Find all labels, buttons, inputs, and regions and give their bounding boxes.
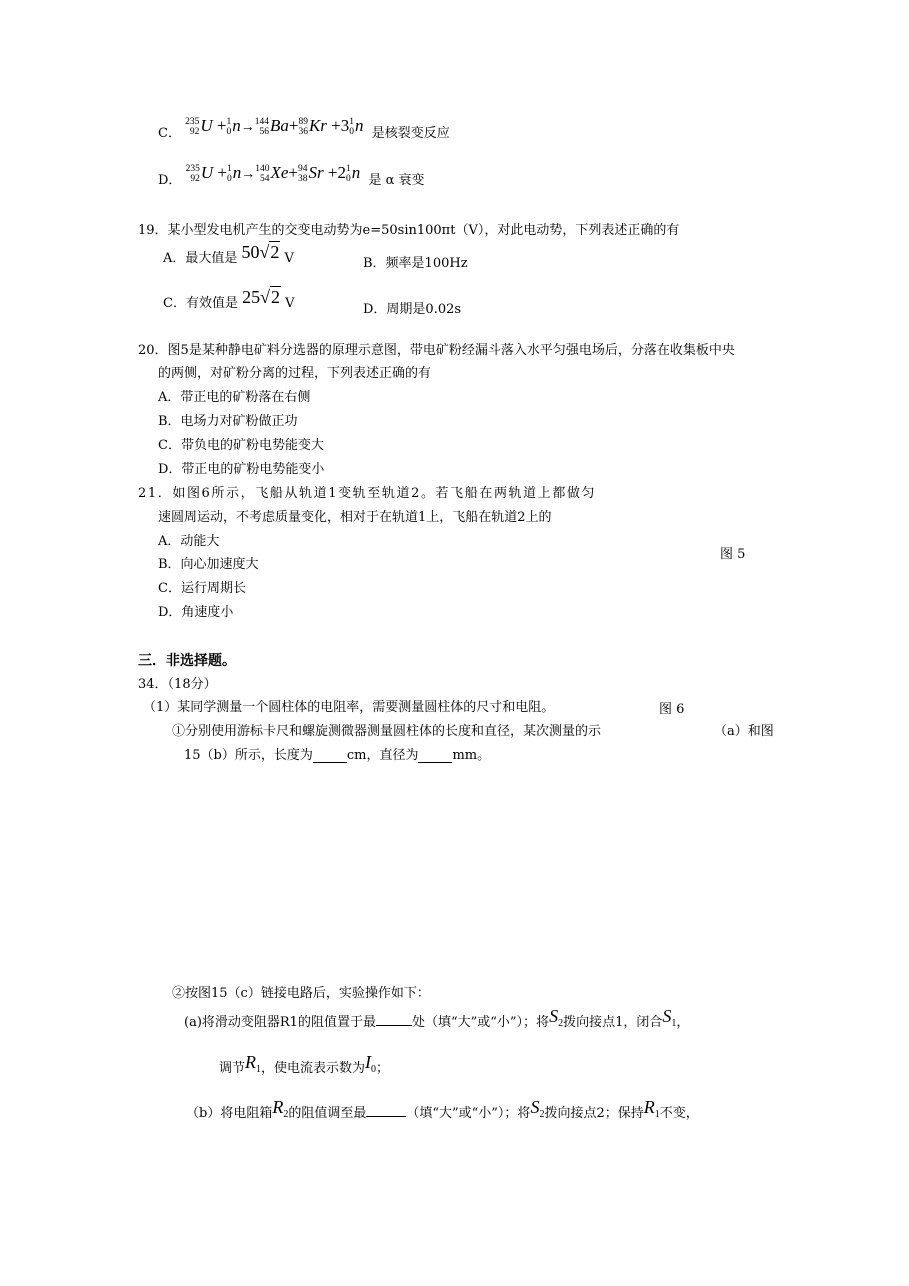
q20-option-a: A．带正电的矿粉落在右侧	[158, 390, 311, 405]
fission-equation: 235 92 U + 1 0 n→ 144 56 Ba+ 89 36 Kr +3 1 0 n	[185, 116, 364, 138]
q34-part1b: 15（b）所示，长度为 cm，直径为 mm。	[184, 748, 491, 763]
q19-option-b: B．频率是100Hz	[363, 256, 468, 271]
q34-part1a: ①分别使用游标卡尺和螺旋测微器测量圆柱体的长度和直径，某次测量的示	[172, 724, 602, 739]
switch-s2-symbol: $S_2$	[549, 1006, 564, 1029]
q34-heading: 34．（18分）	[138, 677, 217, 692]
q20-stem-line1: 20．图5是某种静电矿料分选器的原理示意图，带电矿粉经漏斗落入水平匀强电场后，分落在收集板中央	[138, 343, 735, 358]
q20-stem-line2: 的两侧，对矿粉分离的过程，下列表述正确的有	[158, 366, 432, 381]
option-letter: D．	[158, 173, 182, 188]
resistor-box-r2-symbol: $R_2$	[272, 1097, 289, 1120]
q34-part2b: （b）将电阻箱$R_2$的阻值调至最 （填“大”或“小”）；将$S_2$拨向接点2；保持$R_1$不变，	[186, 1097, 699, 1121]
option-letter: C．	[158, 126, 181, 141]
q34-part2a-line2: 调节$R_1$，使电流表示数为$I_0$；	[219, 1052, 390, 1076]
q34-part2a: (a)将滑动变阻器R1的阻值置于最 处（填“大”或“小”）；将$S_2$拨向接点1，闭合$S_1$，	[184, 1006, 690, 1030]
q21-option-b: B．向心加速度大	[158, 557, 259, 572]
q19-option-c: C．有效值是 25√2 V	[163, 287, 295, 311]
q21-stem-line1: 21．如图6所示，飞船从轨道1变轨至轨道2。若飞船在两轨道上都做匀	[138, 486, 597, 501]
figure-5-label: 图 5	[720, 547, 746, 562]
q18-option-c	[158, 116, 450, 141]
section-title: 三．非选择题。	[138, 653, 236, 669]
decay-equation: 235 92 U + 1 0 n→ 140 54 Xe+ 94 38 Sr +2 1 0 n	[185, 163, 361, 185]
q19-option-d: D．周期是0.02s	[363, 302, 462, 317]
length-answer-blank[interactable]	[313, 748, 347, 763]
switch-s2-symbol: $S_2$	[530, 1097, 545, 1120]
q34-part1: （1）某同学测量一个圆柱体的电阻率，需要测量圆柱体的尺寸和电阻。	[143, 700, 555, 715]
q20-option-b: B．电场力对矿粉做正功	[158, 414, 298, 429]
q21-option-a: A．动能大	[158, 534, 220, 549]
switch-s1-symbol: $S_1$	[662, 1006, 677, 1029]
q21-stem-line2: 速圆周运动，不考虑质量变化，相对于在轨道1上，飞船在轨道2上的	[158, 510, 552, 525]
sqrt-icon: √	[259, 242, 270, 262]
r1-answer-blank[interactable]	[376, 1011, 412, 1026]
q21-option-c: C．运行周期长	[158, 581, 246, 596]
q19-stem: 19．某小型发电机产生的交变电动势为e=50sin100πt（V），对此电动势，下列表述正确的有	[138, 223, 680, 238]
q21-option-d: D．角速度小	[158, 605, 234, 620]
option-text: 是 α 衰变	[368, 173, 425, 188]
r2-answer-blank[interactable]	[366, 1102, 406, 1117]
q20-option-c: C．带负电的矿粉电势能变大	[158, 438, 324, 453]
q34-part2: ②按图15（c）链接电路后，实验操作如下：	[172, 986, 430, 1001]
option-text: 是核裂变反应	[371, 126, 450, 141]
q19-option-a: A．最大值是 50√2 V	[163, 242, 294, 266]
q34-part1a-tail: （a）和图	[714, 724, 774, 739]
q18-option-d	[158, 163, 425, 188]
resistor-r1-symbol: $R_1$	[245, 1052, 262, 1075]
sqrt-icon: √	[260, 287, 270, 307]
resistor-r1-symbol: $R_1$	[643, 1097, 660, 1120]
current-i0-symbol: $I_0$	[365, 1052, 377, 1075]
q20-option-d: D．带正电的矿粉电势能变小	[158, 462, 325, 477]
figure-6-label: 图 6	[659, 702, 685, 717]
diameter-answer-blank[interactable]	[418, 748, 452, 763]
